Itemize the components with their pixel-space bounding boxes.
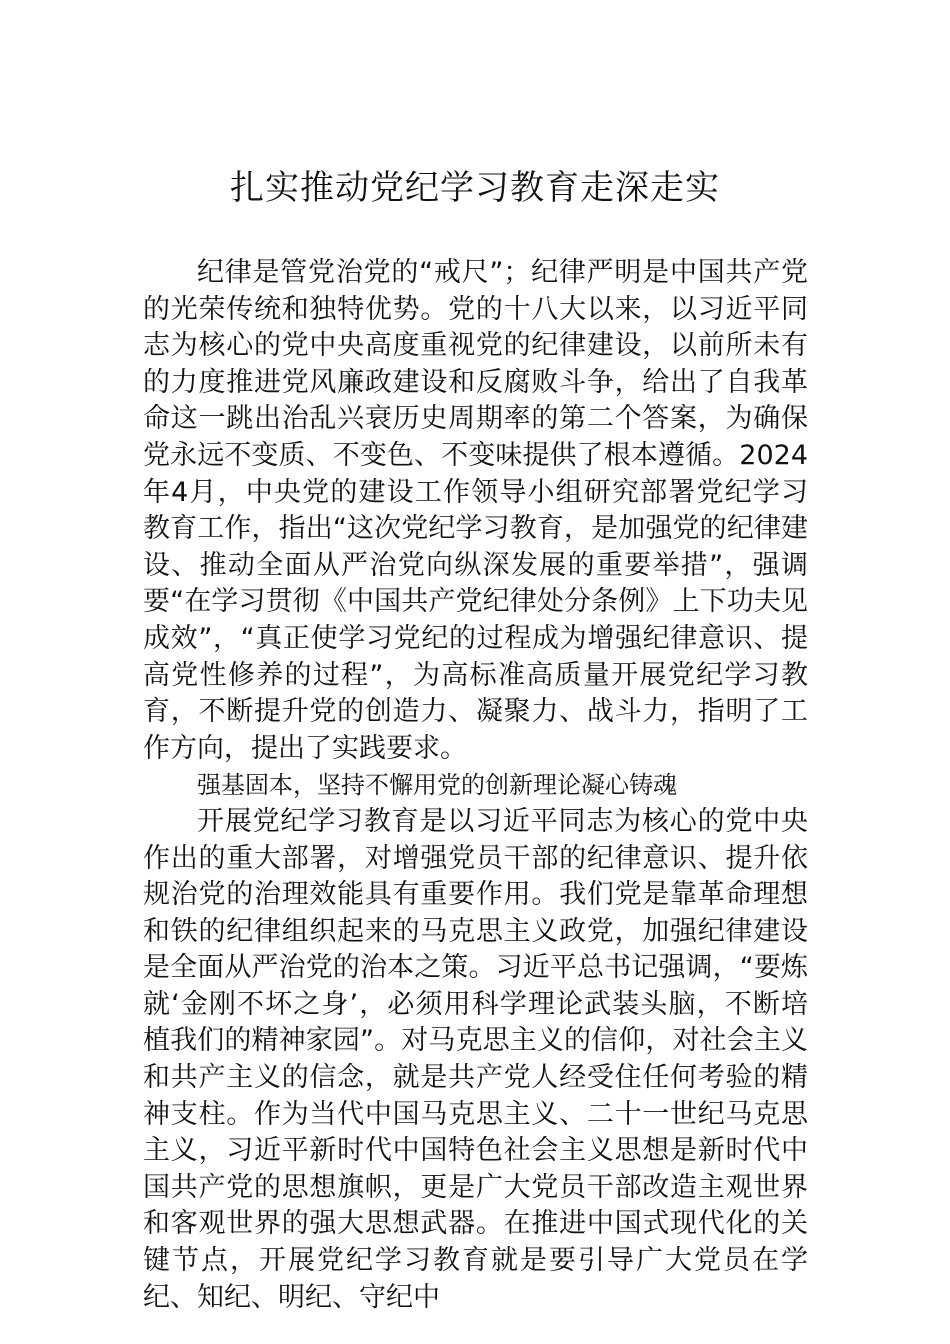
document-title: 扎实推动党纪学习教育走深走实 <box>230 168 720 208</box>
section-paragraph: 开展党纪学习教育是以习近平同志为核心的党中央作出的重大部署，对增强党员干部的纪律意识、提升依规治党的治理效能具有重要作用。我们党是靠革命理想和铁的纪律组织起来的马克思主义政党，加强纪律建设是全面从严治党的治本之策。习近平总书记强调，“要炼就‘金刚不坏之身’，必须用科学理论武装头脑，不断培植我们的精神家园”。对马克思主义的信仰，对社会主义和共产主义的信念，就是共产党人经受住任何考验的精神支柱。作为当代中国马克思主义、二十一世纪马克思主义，习近平新时代中国特色社会主义思想是新时代中国共产党的思想旗帜，更是广大党员干部改造主观世界和客观世界的强大思想武器。在推进中国式现代化的关键节点，开展党纪学习教育就是要引导广大党员在学纪、知纪、明纪、守纪中 <box>143 805 808 1313</box>
intro-paragraph: 纪律是管党治党的“戒尺”；纪律严明是中国共产党的光荣传统和独特优势。党的十八大以来，以习近平同志为核心的党中央高度重视党的纪律建设，以前所未有的力度推进党风廉政建设和反腐败斗争，给出了自我革命这一跳出治乱兴衰历史周期率的第二个答案，为确保党永远不变质、不变色、不变味提供了根本遵循。2024年4月，中央党的建设工作领导小组研究部署党纪学习教育工作，指出“这次党纪学习教育，是加强党的纪律建设、推动全面从严治党向纵深发展的重要举措”，强调要“在学习贯彻《中国共产党纪律处分条例》上下功夫见成效”，“真正使学习党纪的过程成为增强纪律意识、提高党性修养的过程”，为高标准高质量开展党纪学习教育，不断提升党的创造力、凝聚力、战斗力，指明了工作方向，提出了实践要求。 <box>143 257 808 764</box>
section-heading: 强基固本，坚持不懈用党的创新理论凝心铸魂 <box>197 771 677 800</box>
document-body <box>143 255 808 1316</box>
